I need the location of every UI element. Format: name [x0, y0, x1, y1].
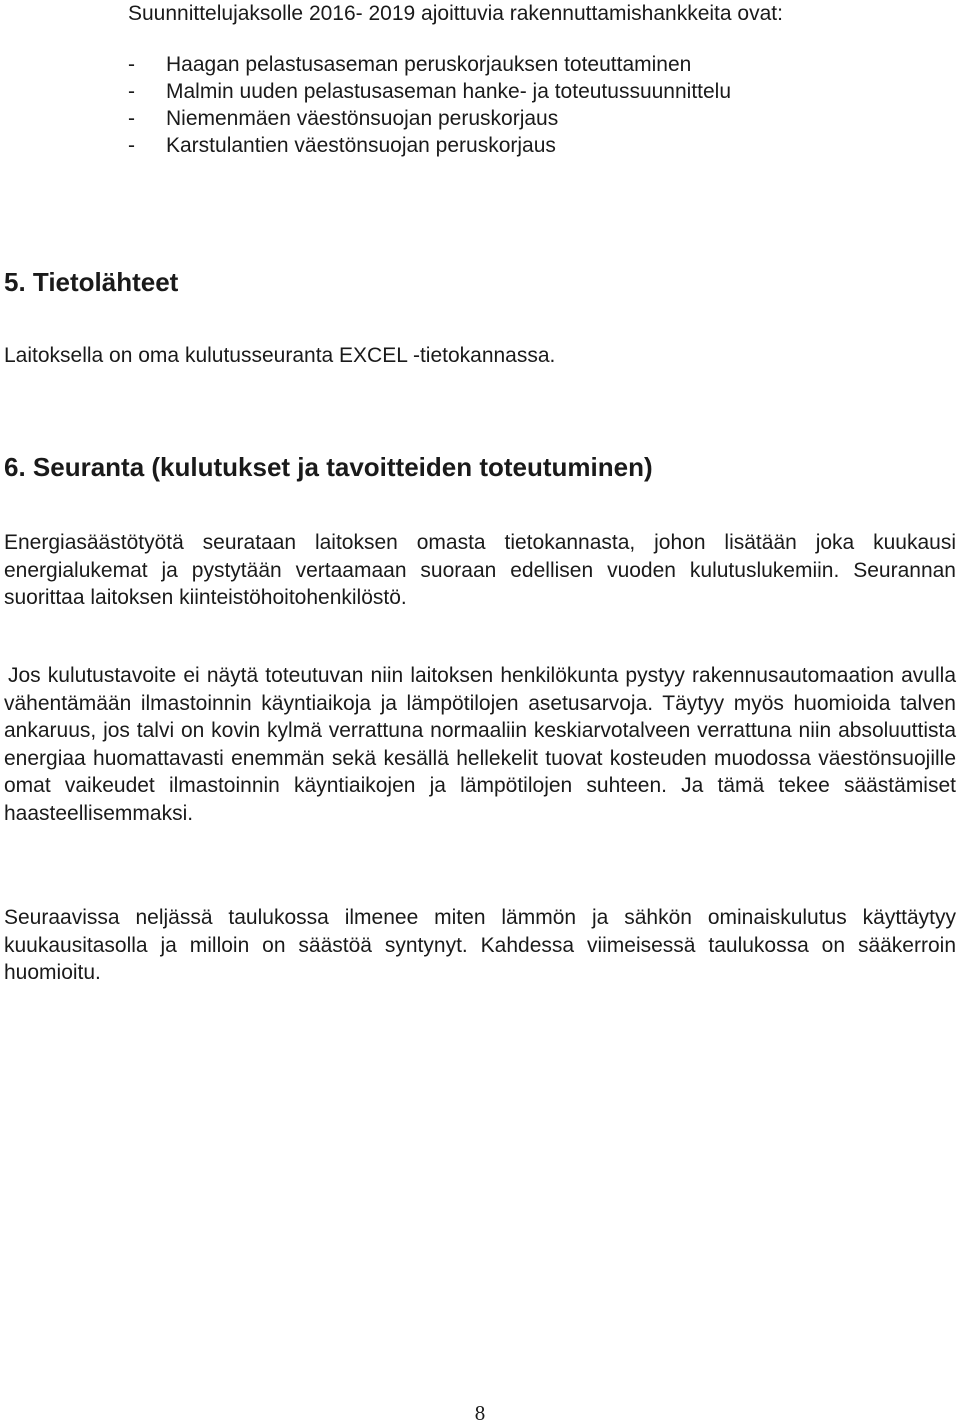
bullet-marker: -	[128, 80, 135, 103]
list-item	[128, 78, 731, 105]
list-item	[128, 105, 731, 132]
section-6-heading: 6. Seuranta (kulutukset ja tavoitteiden toteutuminen)	[4, 452, 653, 482]
section-6-paragraph-3: Seuraavissa neljässä taulukossa ilmenee miten lämmön ja sähkön ominaiskulutus käyttäytyy kuukausitasolla ja milloin on säästöä syntynyt. Kahdessa viimeisessä taulukossa on sääkerroin huomioitu.	[4, 906, 956, 984]
list-item	[128, 51, 731, 78]
section-6-paragraph-1: Energiasäästötyötä seurataan laitoksen omasta tietokannasta, johon lisätään joka kuukausi energialukemat ja pystytään vertaamaan suoraan edellisen vuoden kulutuslukemiin. Seurannan suorittaa laitoksen kiinteistöhoitohenkilöstö.	[4, 531, 956, 609]
bullet-marker: -	[128, 53, 135, 76]
list-item	[128, 132, 731, 159]
list-item-text: Haagan pelastusaseman peruskorjauksen toteuttaminen	[166, 53, 692, 76]
intro-text: Suunnittelujaksolle 2016- 2019 ajoittuvia rakennuttamishankkeita ovat:	[128, 2, 783, 25]
section-5-heading: 5. Tietolähteet	[4, 267, 179, 297]
list-item-text: Malmin uuden pelastusaseman hanke- ja toteutussuunnittelu	[166, 80, 732, 103]
list-item-text: Niemenmäen väestönsuojan peruskorjaus	[166, 107, 559, 130]
project-list	[128, 51, 731, 159]
bullet-marker: -	[128, 107, 135, 130]
bullet-marker: -	[128, 134, 135, 157]
section-6-paragraph-2: Jos kulutustavoite ei näytä toteutuvan niin laitoksen henkilökunta pystyy rakennusautomaation avulla vähentämään ilmastoinnin käyntiaikoja ja lämpötilojen asetusarvoja. Täytyy myös huomioida talven ankaruus, jos talvi on kovin kylmä verrattuna normaaliin keskiarvotalveen verrattuna niin absoluuttista energiaa huomattavasti enemmän sekä kesällä hellekelit tuovat kosteuden muodossa väestönsuojille omat vaikeudet ilmastoinnin käyntiaikojen ja lämpötilojen suhteen. Ja tämä tekee säästämiset haasteellisemmaksi.	[4, 664, 956, 825]
list-item-text: Karstulantien väestönsuojan peruskorjaus	[166, 134, 556, 157]
page-number: 8	[474, 1401, 486, 1425]
section-5-paragraph: Laitoksella on oma kulutusseuranta EXCEL -tietokannassa.	[4, 344, 556, 367]
